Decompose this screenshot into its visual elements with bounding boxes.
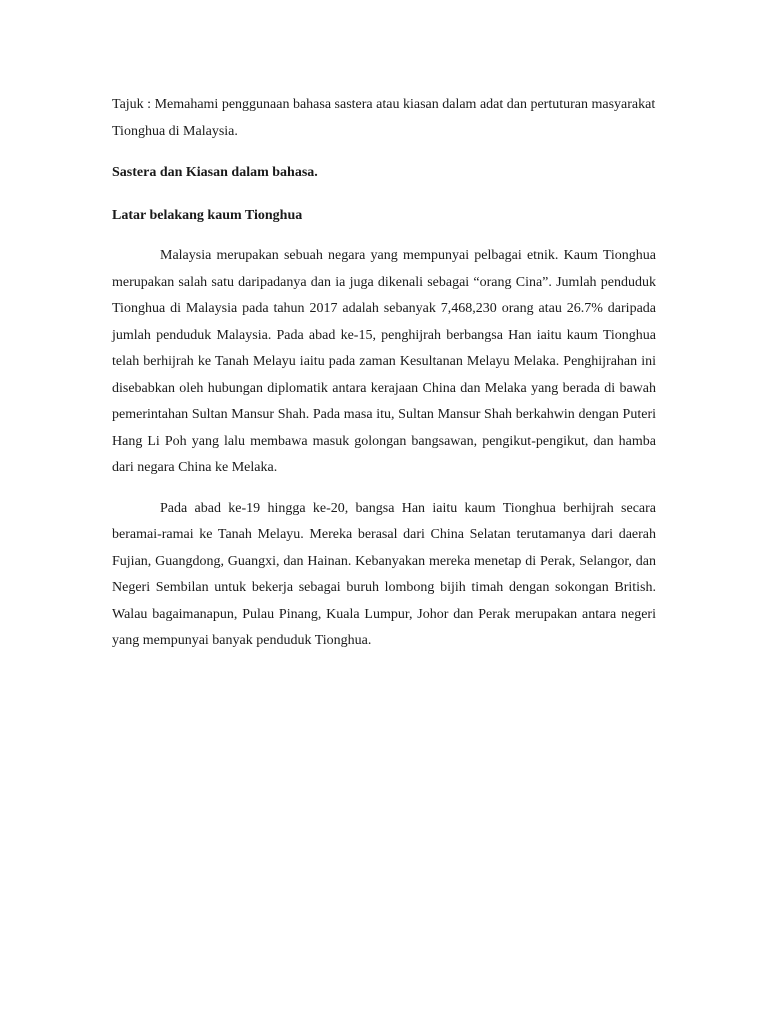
section-heading: Latar belakang kaum Tionghua bbox=[112, 207, 303, 223]
main-heading: Sastera dan Kiasan dalam bahasa. bbox=[112, 165, 318, 180]
body-paragraph-1: Malaysia merupakan sebuah negara yang mempunyai pelbagai etnik. Kaum Tionghua merupakan salah satu daripadanya dan ia juga dikenali sebagai “orang Cina”. Jumlah penduduk Tionghua di Malaysia pada tahun 2017 adalah sebanyak 7,468,230 orang atau 26.7% daripada jumlah penduduk Malaysia. Pada abad ke-15, penghijrah berbangsa Han iaitu kaum Tionghua telah berhijrah ke Tanah Melayu iaitu pada zaman Kesultanan Melayu Melaka. Penghijrahan ini disebabkan oleh hubungan diplomatik antara kerajaan China dan Melaka yang berada di bawah pemerintahan Sultan Mansur Shah. Pada masa itu, Sultan Mansur Shah berkahwin dengan Puteri Hang Li Poh yang lalu membawa masuk golongan bangsawan, pengikut-pengikut, dan hamba dari negara China ke Melaka. bbox=[112, 248, 656, 475]
document-title: Tajuk : Memahami penggunaan bahasa sastera atau kiasan dalam adat dan pertuturan masyarakat Tionghua di Malaysia. bbox=[112, 97, 656, 139]
document-page bbox=[112, 92, 656, 655]
body-paragraph-2: Pada abad ke-19 hingga ke-20, bangsa Han iaitu kaum Tionghua berhijrah secara beramai-ramai ke Tanah Melayu. Mereka berasal dari China Selatan terutamanya dari daerah Fujian, Guangdong, Guangxi, dan Hainan. Kebanyakan mereka menetap di Perak, Selangor, dan Negeri Sembilan untuk bekerja sebagai buruh lombong bijih timah dengan sokongan British. Walau bagaimanapun, Pulau Pinang, Kuala Lumpur, Johor dan Perak merupakan antara negeri yang mempunyai banyak penduduk Tionghua. bbox=[112, 500, 656, 648]
